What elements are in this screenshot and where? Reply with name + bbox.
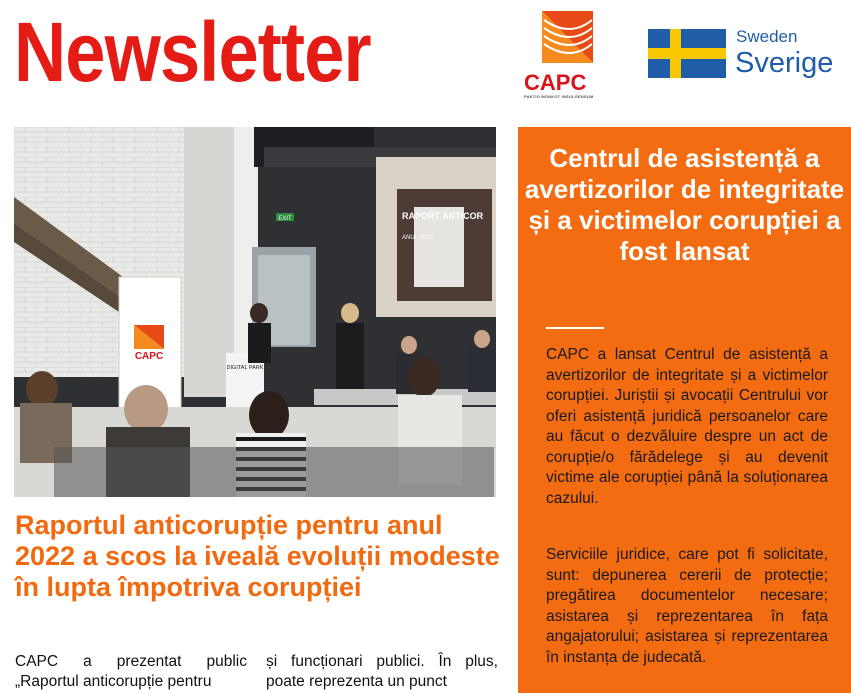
event-photo: [14, 127, 496, 497]
left-article-title: Raportul anticorupție pentru anul 2022 a scos la iveală evoluții modeste în lupta împotriva corupției: [15, 510, 500, 602]
capc-logo-tagline: PAKTIO MONKOT INSULGENSUM: [524, 94, 594, 99]
right-article-para2: Serviciile juridice, care pot fi solicitate, sunt: depunerea cererii de protecție; pregătirea documentelor necesare; asistarea și reprezentarea în fața angajatorului; asistarea și reprezentarea în instanța de judecată.: [546, 546, 828, 666]
exit-sign: EXIT: [278, 216, 292, 222]
screen-year: ANUL 2022: [402, 235, 433, 241]
sweden-logo-se: Sverige: [735, 47, 834, 79]
sweden-flag-icon: [648, 29, 726, 78]
capc-logo-name: CAPC: [524, 70, 587, 95]
right-article-panel: [518, 127, 851, 693]
right-article-para1: CAPC a lansat Centrul de asistență a avertizorilor de integritate și a victimelor corupției. Juriștii și avocații Centrului vor oferi asistență juridică persoanelor care au făcut o dezvăluire despre un act de corupție/o fărădelege și au devenit victime ale corupției până la soluționarea cazului.: [546, 346, 828, 507]
title-divider: [546, 327, 604, 329]
right-article-title: Centrul de asistență a avertizorilor de integritate și a victimelor corupției a fost lansat: [524, 143, 845, 266]
sweden-logo-en: Sweden: [736, 27, 798, 46]
banner-label: CAPC: [134, 351, 164, 362]
left-article-col2: și funcționari publici. În plus, poate reprezenta un punct: [266, 653, 498, 690]
left-article-col1: CAPC a prezentat public „Raportul anticorupție pentru: [15, 653, 247, 690]
newsletter-masthead: Newsletter: [14, 5, 371, 99]
podium-label: DIGITAL PARK: [226, 365, 264, 371]
screen-title: RAPORT ANTICOR: [402, 211, 484, 221]
